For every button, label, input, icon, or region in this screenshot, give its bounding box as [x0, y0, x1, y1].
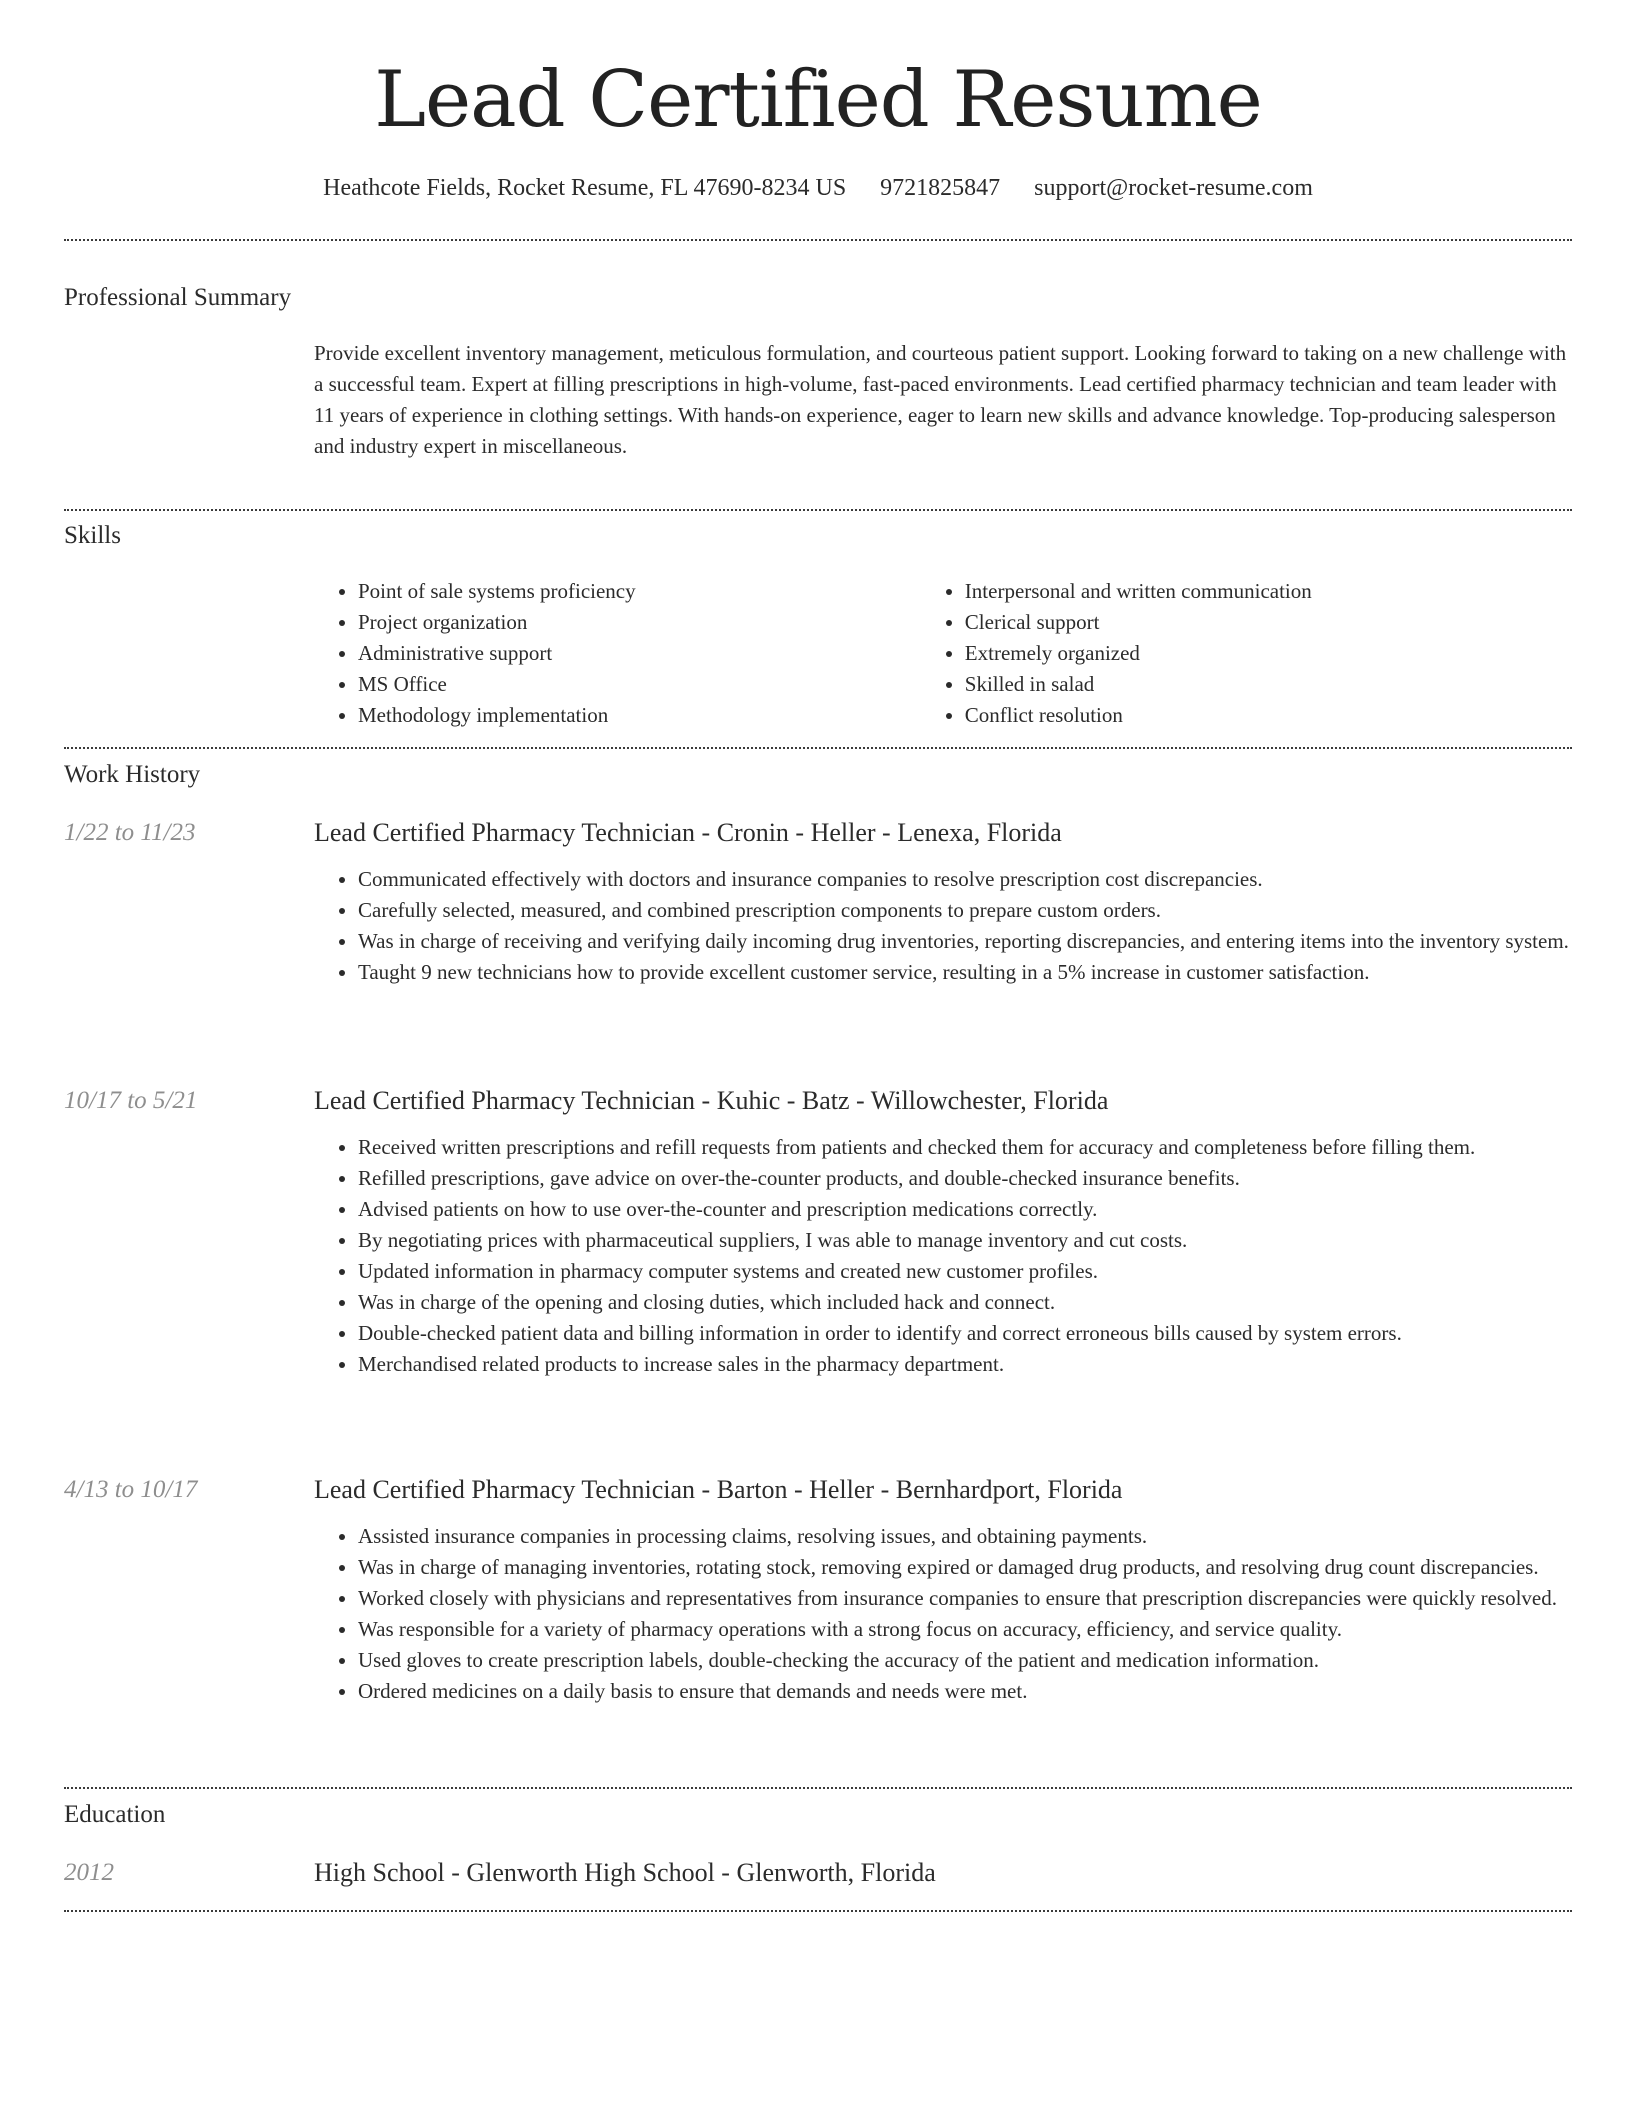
- job-bullet: • Was in charge of the opening and closing duties, which included hack and connect.: [358, 1287, 1572, 1318]
- contact-address: Heathcote Fields, Rocket Resume, FL 47690-8234 US: [323, 175, 847, 201]
- job-bullet: • Assisted insurance companies in processing claims, resolving issues, and obtaining payments.: [358, 1521, 1572, 1552]
- skill-item: • Administrative support: [358, 638, 899, 669]
- skill-item: • Skilled in salad: [965, 669, 1572, 700]
- job-bullet: • Merchandised related products to increase sales in the pharmacy department.: [358, 1349, 1572, 1380]
- section-title-education: Education: [64, 1801, 166, 1828]
- job-bullet: • Refilled prescriptions, gave advice on over-the-counter products, and double-checked insurance benefits.: [358, 1163, 1572, 1194]
- job-bullets: [314, 864, 1572, 988]
- job-title: Lead Certified Pharmacy Technician - Cronin - Heller - Lenexa, Florida: [314, 818, 1062, 847]
- contact-email: support@rocket-resume.com: [1034, 175, 1313, 201]
- education-year: 2012: [64, 1859, 114, 1886]
- job-bullet: • Carefully selected, measured, and combined prescription components to prepare custom orders.: [358, 895, 1572, 926]
- job-entry: [314, 1473, 1572, 1707]
- education-entry: [314, 1856, 1572, 1904]
- contact-phone: 9721825847: [880, 175, 1001, 201]
- job-dates: 10/17 to 5/21: [64, 1087, 198, 1114]
- job-bullet: • Double-checked patient data and billing information in order to identify and correct erroneous bills caused by system errors.: [358, 1318, 1572, 1349]
- job-bullet: • Communicated effectively with doctors and insurance companies to resolve prescription cost discrepancies.: [358, 864, 1572, 895]
- job-bullet: • Advised patients on how to use over-the-counter and prescription medications correctly.: [358, 1194, 1572, 1225]
- skill-item: • Project organization: [358, 607, 899, 638]
- skill-item: • MS Office: [358, 669, 899, 700]
- divider: [64, 1787, 1572, 1789]
- section-title-work: Work History: [64, 761, 201, 788]
- job-dates: 1/22 to 11/23: [64, 819, 196, 846]
- divider: [64, 747, 1572, 749]
- skill-item: • Interpersonal and written communication: [965, 576, 1572, 607]
- skills-column-right: [899, 576, 1572, 731]
- job-entry: [314, 816, 1572, 988]
- job-bullet: • Was in charge of managing inventories, rotating stock, removing expired or damaged drug products, and resolving drug count discrepancies.: [358, 1552, 1572, 1583]
- summary-text: Provide excellent inventory management, meticulous formulation, and courteous patient support. Looking forward to taking on a new challenge with a successful team. Expert at filling prescriptions in high-volume, fast-paced environments. Lead certified pharmacy technician and team leader with 11 years of experience in clothing settings. With hands-on experience, eager to learn new skills and advance knowledge. Top-producing salesperson and industry expert in miscellaneous.: [314, 341, 1567, 458]
- contact-line: [64, 170, 1572, 206]
- job-bullet: • Was in charge of receiving and verifying daily incoming drug inventories, reporting discrepancies, and entering items into the inventory system.: [358, 926, 1572, 957]
- divider: [64, 509, 1572, 511]
- job-bullet: • Was responsible for a variety of pharmacy operations with a strong focus on accuracy, efficiency, and service quality.: [358, 1614, 1572, 1645]
- job-title: Lead Certified Pharmacy Technician - Kuhic - Batz - Willowchester, Florida: [314, 1086, 1109, 1115]
- job-bullet: • Received written prescriptions and refill requests from patients and checked them for accuracy and completeness before filling them.: [358, 1132, 1572, 1163]
- job-bullet: • Updated information in pharmacy computer systems and created new customer profiles.: [358, 1256, 1572, 1287]
- job-bullet: • Worked closely with physicians and representatives from insurance companies to ensure that prescription discrepancies were quickly resolved.: [358, 1583, 1572, 1614]
- section-title-summary: Professional Summary: [64, 284, 292, 311]
- job-bullet: • Taught 9 new technicians how to provide excellent customer service, resulting in a 5% increase in customer satisfaction.: [358, 957, 1572, 988]
- skills-list: [314, 576, 1572, 731]
- job-dates: 4/13 to 10/17: [64, 1476, 198, 1503]
- job-entry: [314, 1084, 1572, 1380]
- job-bullets: [314, 1132, 1572, 1380]
- skill-item: • Point of sale systems proficiency: [358, 576, 899, 607]
- job-title: Lead Certified Pharmacy Technician - Barton - Heller - Bernhardport, Florida: [314, 1475, 1123, 1504]
- job-bullet: • Used gloves to create prescription labels, double-checking the accuracy of the patient and medication information.: [358, 1645, 1572, 1676]
- skill-item: • Extremely organized: [965, 638, 1572, 669]
- divider: [64, 239, 1572, 241]
- job-bullet: • By negotiating prices with pharmaceutical suppliers, I was able to manage inventory and cut costs.: [358, 1225, 1572, 1256]
- skills-column-left: [314, 576, 899, 731]
- job-bullet: • Ordered medicines on a daily basis to ensure that demands and needs were met.: [358, 1676, 1572, 1707]
- resume-title: Lead Certified Resume: [374, 55, 1262, 145]
- education-title: High School - Glenworth High School - Glenworth, Florida: [314, 1858, 936, 1887]
- skill-item: • Clerical support: [965, 607, 1572, 638]
- divider: [64, 1910, 1572, 1912]
- skill-item: • Conflict resolution: [965, 700, 1572, 731]
- section-title-skills: Skills: [64, 522, 121, 549]
- job-bullets: [314, 1521, 1572, 1707]
- skill-item: • Methodology implementation: [358, 700, 899, 731]
